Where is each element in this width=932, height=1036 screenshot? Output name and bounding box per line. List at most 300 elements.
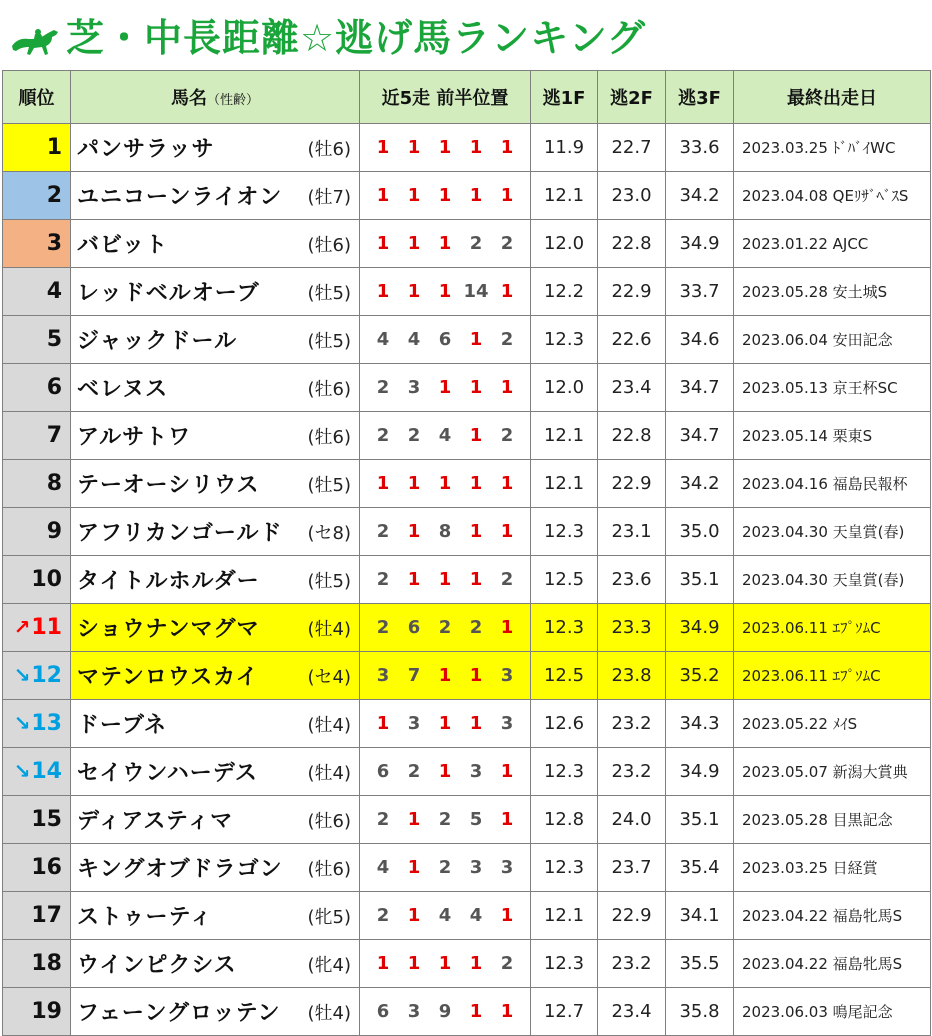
- header-last-race: 最終出走日: [734, 71, 931, 124]
- position-value: 1: [500, 473, 514, 494]
- position-value: 1: [407, 185, 421, 206]
- name-cell: [71, 652, 360, 700]
- position-value: 1: [407, 233, 421, 254]
- position-value: 1: [376, 233, 390, 254]
- f3-cell: 35.8: [666, 988, 734, 1036]
- sex-age: (牡6): [307, 378, 351, 400]
- position-value: 3: [500, 665, 514, 686]
- table-row: [3, 892, 931, 940]
- f1-cell: 12.7: [531, 988, 598, 1036]
- f2-cell: 23.4: [598, 364, 666, 412]
- rank-cell: [3, 748, 71, 796]
- rank-number: 5: [46, 327, 62, 352]
- sex-age: (セ4): [307, 666, 351, 688]
- position-value: 1: [500, 617, 514, 638]
- name-cell: [71, 604, 360, 652]
- f3-cell: 34.6: [666, 316, 734, 364]
- name-cell: [71, 364, 360, 412]
- last-race-cell: 2023.01.22 AJCC: [734, 220, 931, 268]
- position-value: 3: [407, 1001, 421, 1022]
- sex-age: (牡5): [307, 330, 351, 352]
- position-value: 1: [407, 809, 421, 830]
- position-value: 1: [500, 761, 514, 782]
- position-value: 6: [407, 617, 421, 638]
- table-row: [3, 604, 931, 652]
- rank-number: 8: [46, 471, 62, 496]
- position-value: 1: [469, 185, 483, 206]
- table-row: [3, 844, 931, 892]
- position-value: 4: [376, 857, 390, 878]
- table-header-row: [3, 71, 931, 124]
- f1-cell: 12.5: [531, 556, 598, 604]
- rank-cell: [3, 172, 71, 220]
- position-value: 1: [469, 1001, 483, 1022]
- position-value: 1: [438, 185, 452, 206]
- rank-cell: [3, 940, 71, 988]
- position-value: 4: [407, 329, 421, 350]
- position-value: 1: [438, 281, 452, 302]
- f2-cell: 22.6: [598, 316, 666, 364]
- sex-age: (牡6): [307, 138, 351, 160]
- f3-cell: 34.7: [666, 364, 734, 412]
- position-value: 1: [469, 425, 483, 446]
- positions-cell: [360, 940, 531, 988]
- ranking-table: [2, 70, 931, 1036]
- f3-cell: 34.2: [666, 460, 734, 508]
- f3-cell: 34.7: [666, 412, 734, 460]
- rank-number: 15: [31, 807, 62, 832]
- horse-name: タイトルホルダー: [77, 569, 260, 594]
- table-row: [3, 556, 931, 604]
- horse-name: アルサトワ: [77, 425, 192, 450]
- last-race-cell: 2023.05.07 新潟大賞典: [734, 748, 931, 796]
- f3-cell: 34.9: [666, 220, 734, 268]
- rank-number: 11: [31, 615, 62, 640]
- position-value: 2: [376, 569, 390, 590]
- position-value: 1: [407, 281, 421, 302]
- f3-cell: 34.2: [666, 172, 734, 220]
- horse-name: ユニコーンライオン: [77, 185, 283, 210]
- f1-cell: 12.1: [531, 460, 598, 508]
- sex-age: (牡4): [307, 762, 351, 784]
- f3-cell: 35.0: [666, 508, 734, 556]
- name-cell: [71, 796, 360, 844]
- f2-cell: 23.6: [598, 556, 666, 604]
- header-name-sub: （性齢）: [206, 93, 259, 108]
- rank-cell: [3, 892, 71, 940]
- f1-cell: 12.3: [531, 508, 598, 556]
- table-row: [3, 796, 931, 844]
- rank-cell: [3, 412, 71, 460]
- last-race-cell: 2023.04.30 天皇賞(春): [734, 508, 931, 556]
- horse-name: ベレヌス: [77, 377, 169, 402]
- rank-number: 10: [31, 567, 62, 592]
- position-value: 1: [376, 473, 390, 494]
- position-value: 1: [438, 569, 452, 590]
- last-race-cell: 2023.04.16 福島民報杯: [734, 460, 931, 508]
- position-value: 1: [469, 665, 483, 686]
- position-value: 3: [469, 761, 483, 782]
- rank-cell: [3, 700, 71, 748]
- positions-cell: [360, 508, 531, 556]
- f2-cell: 22.9: [598, 892, 666, 940]
- f2-cell: 22.7: [598, 124, 666, 172]
- positions-cell: [360, 460, 531, 508]
- sex-age: (牡4): [307, 1002, 351, 1024]
- f3-cell: 35.1: [666, 556, 734, 604]
- horse-name: セイウンハーデス: [77, 761, 258, 786]
- rank-cell: [3, 556, 71, 604]
- f2-cell: 24.0: [598, 796, 666, 844]
- trend-down-icon: ↘: [13, 663, 31, 687]
- last-race-cell: 2023.04.08 QEﾘｻﾞﾍﾞｽS: [734, 172, 931, 220]
- f2-cell: 23.7: [598, 844, 666, 892]
- rank-cell: [3, 796, 71, 844]
- f2-cell: 22.8: [598, 220, 666, 268]
- position-value: 1: [469, 521, 483, 542]
- horse-name: ディアスティマ: [77, 809, 234, 834]
- position-value: 2: [469, 233, 483, 254]
- f3-cell: 34.1: [666, 892, 734, 940]
- position-value: 2: [376, 521, 390, 542]
- f1-cell: 12.1: [531, 892, 598, 940]
- f1-cell: 12.3: [531, 316, 598, 364]
- sex-age: (牡5): [307, 282, 351, 304]
- position-value: 3: [500, 857, 514, 878]
- position-value: 1: [469, 329, 483, 350]
- position-value: 5: [469, 809, 483, 830]
- position-value: 1: [407, 905, 421, 926]
- header-f1: 逃1F: [531, 71, 598, 124]
- name-cell: [71, 220, 360, 268]
- last-race-cell: 2023.04.30 天皇賞(春): [734, 556, 931, 604]
- f3-cell: 35.1: [666, 796, 734, 844]
- name-cell: [71, 988, 360, 1036]
- sex-age: (セ8): [307, 522, 351, 544]
- rank-number: 12: [31, 663, 62, 688]
- f3-cell: 34.9: [666, 748, 734, 796]
- f2-cell: 23.1: [598, 508, 666, 556]
- position-value: 3: [469, 857, 483, 878]
- position-value: 1: [407, 569, 421, 590]
- position-value: 1: [407, 521, 421, 542]
- positions-cell: [360, 604, 531, 652]
- f2-cell: 23.2: [598, 940, 666, 988]
- f3-cell: 33.7: [666, 268, 734, 316]
- f1-cell: 12.2: [531, 268, 598, 316]
- positions-cell: [360, 172, 531, 220]
- positions-cell: [360, 268, 531, 316]
- horse-name: ドーブネ: [77, 713, 168, 738]
- rank-number: 9: [46, 519, 62, 544]
- rank-cell: [3, 604, 71, 652]
- name-cell: [71, 412, 360, 460]
- table-row: [3, 172, 931, 220]
- last-race-cell: 2023.06.03 鳴尾記念: [734, 988, 931, 1036]
- rank-cell: [3, 508, 71, 556]
- title-bar: [0, 0, 932, 70]
- header-name-label: 馬名: [170, 88, 207, 109]
- rank-number: 14: [31, 759, 62, 784]
- position-value: 1: [407, 473, 421, 494]
- position-value: 1: [438, 665, 452, 686]
- f3-cell: 34.9: [666, 604, 734, 652]
- position-value: 2: [438, 857, 452, 878]
- table-row: [3, 700, 931, 748]
- f2-cell: 23.0: [598, 172, 666, 220]
- positions-cell: [360, 364, 531, 412]
- name-cell: [71, 172, 360, 220]
- name-cell: [71, 508, 360, 556]
- positions-cell: [360, 220, 531, 268]
- position-value: 2: [500, 329, 514, 350]
- position-value: 1: [500, 809, 514, 830]
- position-value: 1: [469, 137, 483, 158]
- name-cell: [71, 316, 360, 364]
- header-f2: 逃2F: [598, 71, 666, 124]
- horse-name: フェーングロッテン: [77, 1001, 281, 1026]
- rank-number: 19: [31, 999, 62, 1024]
- f2-cell: 22.9: [598, 268, 666, 316]
- f1-cell: 12.3: [531, 940, 598, 988]
- last-race-cell: 2023.06.11 ｴﾌﾟｿﾑC: [734, 652, 931, 700]
- f1-cell: 12.6: [531, 700, 598, 748]
- table-row: [3, 364, 931, 412]
- f1-cell: 12.3: [531, 844, 598, 892]
- position-value: 2: [376, 809, 390, 830]
- position-value: 1: [376, 281, 390, 302]
- position-value: 2: [376, 617, 390, 638]
- rank-cell: [3, 652, 71, 700]
- position-value: 1: [469, 713, 483, 734]
- position-value: 1: [407, 857, 421, 878]
- rank-number: 18: [31, 951, 62, 976]
- sex-age: (牡7): [307, 186, 351, 208]
- f1-cell: 12.0: [531, 364, 598, 412]
- sex-age: (牝4): [307, 954, 351, 976]
- position-value: 7: [407, 665, 421, 686]
- position-value: 2: [500, 569, 514, 590]
- position-value: 1: [469, 473, 483, 494]
- rank-cell: [3, 364, 71, 412]
- position-value: 9: [438, 1001, 452, 1022]
- header-f3: 逃3F: [666, 71, 734, 124]
- rank-cell: [3, 220, 71, 268]
- sex-age: (牡6): [307, 810, 351, 832]
- sex-age: (牡4): [307, 618, 351, 640]
- position-value: 2: [438, 617, 452, 638]
- horse-name: バビット: [77, 233, 169, 258]
- horse-name: マテンロウスカイ: [77, 665, 259, 690]
- position-value: 1: [500, 521, 514, 542]
- name-cell: [71, 268, 360, 316]
- f1-cell: 12.1: [531, 412, 598, 460]
- position-value: 2: [407, 761, 421, 782]
- f1-cell: 12.3: [531, 604, 598, 652]
- page-title: 芝・中長距離☆逃げ馬ランキング: [66, 16, 646, 60]
- trend-down-icon: ↘: [13, 711, 31, 735]
- name-cell: [71, 556, 360, 604]
- rank-cell: [3, 268, 71, 316]
- rank-number: 13: [31, 711, 62, 736]
- horse-name: ストゥーティ: [77, 905, 213, 930]
- position-value: 1: [438, 233, 452, 254]
- sex-age: (牡6): [307, 858, 351, 880]
- last-race-cell: 2023.05.22 ﾒｲS: [734, 700, 931, 748]
- position-value: 2: [438, 809, 452, 830]
- header-positions: 近5走 前半位置: [360, 71, 531, 124]
- position-value: 1: [469, 569, 483, 590]
- table-row: [3, 220, 931, 268]
- positions-cell: [360, 412, 531, 460]
- sex-age: (牡4): [307, 714, 351, 736]
- header-name: [71, 71, 360, 124]
- table-row: [3, 988, 931, 1036]
- rank-number: 16: [31, 855, 62, 880]
- positions-cell: [360, 988, 531, 1036]
- last-race-cell: 2023.06.04 安田記念: [734, 316, 931, 364]
- f1-cell: 12.3: [531, 748, 598, 796]
- table-row: [3, 508, 931, 556]
- f1-cell: 12.0: [531, 220, 598, 268]
- position-value: 1: [376, 713, 390, 734]
- position-value: 1: [469, 953, 483, 974]
- name-cell: [71, 124, 360, 172]
- racehorse-jockey-icon: [8, 24, 64, 60]
- table-row: [3, 940, 931, 988]
- f3-cell: 34.3: [666, 700, 734, 748]
- position-value: 1: [500, 185, 514, 206]
- rank-number: 3: [46, 231, 62, 256]
- name-cell: [71, 940, 360, 988]
- last-race-cell: 2023.06.11 ｴﾌﾟｿﾑC: [734, 604, 931, 652]
- positions-cell: [360, 316, 531, 364]
- position-value: 2: [376, 905, 390, 926]
- last-race-cell: 2023.05.28 目黒記念: [734, 796, 931, 844]
- f1-cell: 12.5: [531, 652, 598, 700]
- rank-cell: [3, 988, 71, 1036]
- rank-cell: [3, 124, 71, 172]
- position-value: 4: [438, 425, 452, 446]
- position-value: 3: [407, 377, 421, 398]
- rank-number: 2: [46, 183, 62, 208]
- last-race-cell: 2023.03.25 日経賞: [734, 844, 931, 892]
- position-value: 1: [500, 377, 514, 398]
- position-value: 1: [500, 281, 514, 302]
- position-value: 1: [438, 473, 452, 494]
- position-value: 1: [438, 137, 452, 158]
- horse-name: パンサラッサ: [77, 137, 215, 162]
- position-value: 2: [500, 953, 514, 974]
- position-value: 8: [438, 521, 452, 542]
- position-value: 2: [500, 425, 514, 446]
- position-value: 1: [376, 185, 390, 206]
- positions-cell: [360, 556, 531, 604]
- sex-age: (牡5): [307, 474, 351, 496]
- trend-down-icon: ↘: [13, 759, 31, 783]
- positions-cell: [360, 652, 531, 700]
- position-value: 14: [463, 281, 489, 302]
- rank-cell: [3, 460, 71, 508]
- position-value: 4: [469, 905, 483, 926]
- position-value: 3: [407, 713, 421, 734]
- rank-number: 17: [31, 903, 62, 928]
- f2-cell: 23.8: [598, 652, 666, 700]
- position-value: 2: [376, 425, 390, 446]
- positions-cell: [360, 124, 531, 172]
- horse-name: ジャックドール: [77, 329, 238, 354]
- f2-cell: 23.2: [598, 700, 666, 748]
- f1-cell: 12.8: [531, 796, 598, 844]
- f3-cell: 35.2: [666, 652, 734, 700]
- last-race-cell: 2023.03.25 ﾄﾞﾊﾞｲWC: [734, 124, 931, 172]
- position-value: 2: [500, 233, 514, 254]
- trend-up-icon: ↗: [13, 615, 31, 639]
- sex-age: (牝5): [307, 906, 351, 928]
- last-race-cell: 2023.04.22 福島牝馬S: [734, 940, 931, 988]
- position-value: 2: [469, 617, 483, 638]
- rank-number: 6: [46, 375, 62, 400]
- rank-cell: [3, 844, 71, 892]
- position-value: 3: [376, 665, 390, 686]
- name-cell: [71, 748, 360, 796]
- position-value: 1: [500, 905, 514, 926]
- f2-cell: 23.2: [598, 748, 666, 796]
- rank-number: 1: [46, 135, 62, 160]
- name-cell: [71, 460, 360, 508]
- position-value: 3: [500, 713, 514, 734]
- last-race-cell: 2023.04.22 福島牝馬S: [734, 892, 931, 940]
- f2-cell: 22.9: [598, 460, 666, 508]
- position-value: 1: [376, 953, 390, 974]
- table-row: [3, 412, 931, 460]
- position-value: 1: [469, 377, 483, 398]
- sex-age: (牡6): [307, 234, 351, 256]
- table-row: [3, 460, 931, 508]
- position-value: 1: [407, 137, 421, 158]
- name-cell: [71, 844, 360, 892]
- position-value: 6: [376, 1001, 390, 1022]
- position-value: 4: [376, 329, 390, 350]
- sex-age: (牡6): [307, 426, 351, 448]
- name-cell: [71, 892, 360, 940]
- f2-cell: 23.3: [598, 604, 666, 652]
- position-value: 1: [438, 713, 452, 734]
- position-value: 1: [500, 1001, 514, 1022]
- position-value: 1: [438, 377, 452, 398]
- position-value: 2: [376, 377, 390, 398]
- positions-cell: [360, 700, 531, 748]
- name-cell: [71, 700, 360, 748]
- position-value: 2: [407, 425, 421, 446]
- position-value: 1: [407, 953, 421, 974]
- last-race-cell: 2023.05.28 安土城S: [734, 268, 931, 316]
- f1-cell: 12.1: [531, 172, 598, 220]
- position-value: 4: [438, 905, 452, 926]
- rank-number: 7: [46, 423, 62, 448]
- horse-name: レッドベルオーブ: [77, 281, 260, 306]
- horse-name: ウインピクシス: [77, 953, 237, 978]
- rank-cell: [3, 316, 71, 364]
- last-race-cell: 2023.05.13 京王杯SC: [734, 364, 931, 412]
- horse-name: テーオーシリウス: [77, 473, 260, 498]
- table-body: [3, 124, 931, 1036]
- positions-cell: [360, 748, 531, 796]
- sex-age: (牡5): [307, 570, 351, 592]
- position-value: 1: [500, 137, 514, 158]
- f3-cell: 35.4: [666, 844, 734, 892]
- f1-cell: 11.9: [531, 124, 598, 172]
